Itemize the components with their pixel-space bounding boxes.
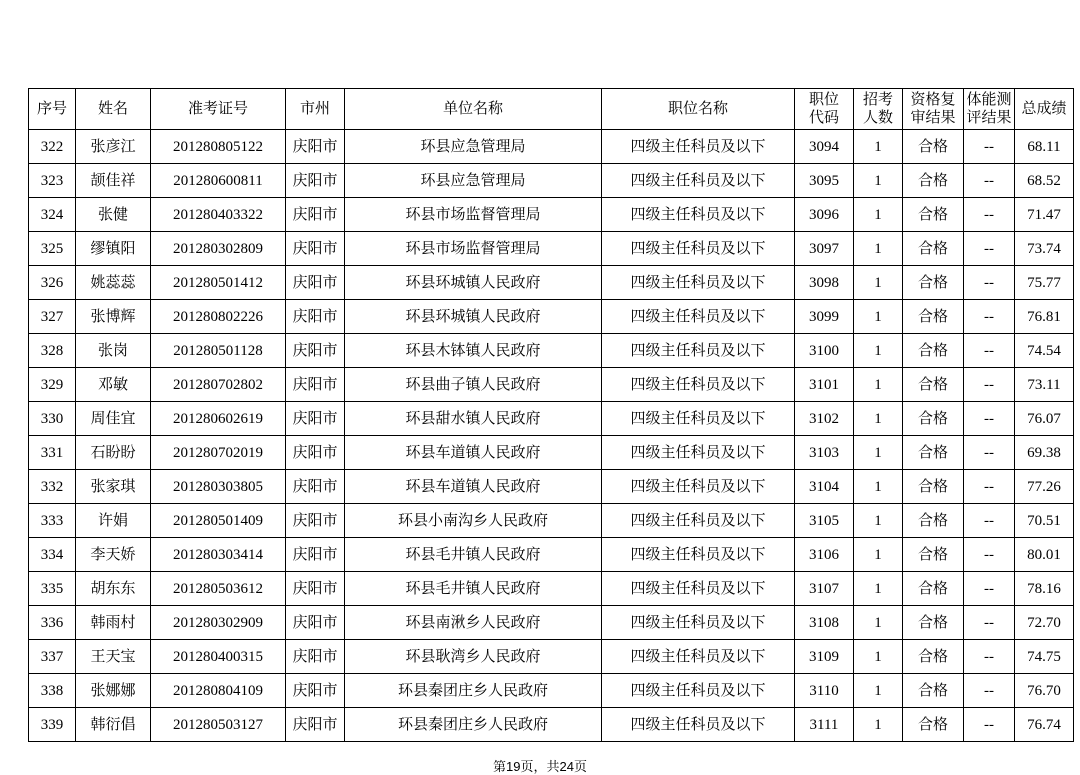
column-header-code [795, 89, 854, 130]
column-header-position [602, 89, 795, 130]
table-row [29, 470, 1074, 504]
cell-position: 四级主任科员及以下 [602, 368, 795, 402]
cell-score: 69.38 [1015, 436, 1074, 470]
cell-qualification: 合格 [903, 606, 964, 640]
table-row [29, 368, 1074, 402]
table-body [29, 130, 1074, 742]
cell-city: 庆阳市 [286, 538, 345, 572]
cell-name: 张娜娜 [76, 674, 151, 708]
cell-hire: 1 [854, 334, 903, 368]
header-line: 准考证号 [187, 101, 248, 117]
cell-qualification: 合格 [903, 572, 964, 606]
table-row [29, 708, 1074, 742]
cell-fitness: -- [964, 334, 1015, 368]
table-row [29, 334, 1074, 368]
cell-hire: 1 [854, 436, 903, 470]
cell-seq: 334 [29, 538, 76, 572]
cell-ticket: 201280403322 [151, 198, 286, 232]
table-row [29, 266, 1074, 300]
table-row [29, 300, 1074, 334]
cell-position: 四级主任科员及以下 [602, 674, 795, 708]
cell-seq: 337 [29, 640, 76, 674]
cell-qualification: 合格 [903, 232, 964, 266]
cell-name: 王天宝 [76, 640, 151, 674]
cell-ticket: 201280501409 [151, 504, 286, 538]
cell-name: 张健 [76, 198, 151, 232]
cell-qualification: 合格 [903, 402, 964, 436]
cell-position: 四级主任科员及以下 [602, 334, 795, 368]
column-header-city [286, 89, 345, 130]
cell-unit: 环县曲子镇人民政府 [345, 368, 602, 402]
cell-seq: 332 [29, 470, 76, 504]
cell-ticket: 201280501412 [151, 266, 286, 300]
cell-hire: 1 [854, 198, 903, 232]
cell-position: 四级主任科员及以下 [602, 300, 795, 334]
cell-unit: 环县秦团庄乡人民政府 [345, 708, 602, 742]
cell-score: 76.74 [1015, 708, 1074, 742]
cell-seq: 331 [29, 436, 76, 470]
cell-code: 3109 [795, 640, 854, 674]
cell-code: 3096 [795, 198, 854, 232]
cell-qualification: 合格 [903, 436, 964, 470]
cell-ticket: 201280503612 [151, 572, 286, 606]
cell-seq: 330 [29, 402, 76, 436]
cell-position: 四级主任科员及以下 [602, 640, 795, 674]
header-line: 单位名称 [442, 101, 503, 117]
column-header-qualification [903, 89, 964, 130]
cell-seq: 327 [29, 300, 76, 334]
cell-ticket: 201280303805 [151, 470, 286, 504]
cell-score: 74.75 [1015, 640, 1074, 674]
cell-fitness: -- [964, 606, 1015, 640]
cell-qualification: 合格 [903, 368, 964, 402]
cell-position: 四级主任科员及以下 [602, 470, 795, 504]
cell-ticket: 201280303414 [151, 538, 286, 572]
cell-fitness: -- [964, 674, 1015, 708]
cell-qualification: 合格 [903, 538, 964, 572]
cell-qualification: 合格 [903, 164, 964, 198]
cell-fitness: -- [964, 164, 1015, 198]
cell-fitness: -- [964, 368, 1015, 402]
header-line: 总成绩 [1021, 101, 1067, 117]
cell-seq: 333 [29, 504, 76, 538]
cell-code: 3105 [795, 504, 854, 538]
cell-fitness: -- [964, 708, 1015, 742]
cell-name: 姚蕊蕊 [76, 266, 151, 300]
cell-position: 四级主任科员及以下 [602, 436, 795, 470]
table-row [29, 674, 1074, 708]
cell-ticket: 201280805122 [151, 130, 286, 164]
header-line: 人数 [862, 110, 893, 126]
column-header-name [76, 89, 151, 130]
cell-fitness: -- [964, 232, 1015, 266]
cell-code: 3111 [795, 708, 854, 742]
cell-unit: 环县市场监督管理局 [345, 198, 602, 232]
cell-city: 庆阳市 [286, 130, 345, 164]
cell-name: 韩雨村 [76, 606, 151, 640]
page-footer: 第19页，共24页 [493, 759, 587, 774]
cell-score: 73.11 [1015, 368, 1074, 402]
cell-score: 72.70 [1015, 606, 1074, 640]
cell-name: 张彦江 [76, 130, 151, 164]
table-row [29, 436, 1074, 470]
cell-seq: 328 [29, 334, 76, 368]
cell-hire: 1 [854, 232, 903, 266]
cell-score: 74.54 [1015, 334, 1074, 368]
cell-unit: 环县车道镇人民政府 [345, 470, 602, 504]
cell-ticket: 201280702019 [151, 436, 286, 470]
cell-unit: 环县应急管理局 [345, 130, 602, 164]
cell-hire: 1 [854, 640, 903, 674]
cell-qualification: 合格 [903, 470, 964, 504]
cell-qualification: 合格 [903, 300, 964, 334]
cell-position: 四级主任科员及以下 [602, 232, 795, 266]
cell-qualification: 合格 [903, 504, 964, 538]
cell-seq: 323 [29, 164, 76, 198]
cell-fitness: -- [964, 198, 1015, 232]
cell-unit: 环县应急管理局 [345, 164, 602, 198]
cell-city: 庆阳市 [286, 300, 345, 334]
cell-position: 四级主任科员及以下 [602, 538, 795, 572]
cell-fitness: -- [964, 300, 1015, 334]
cell-fitness: -- [964, 504, 1015, 538]
cell-seq: 339 [29, 708, 76, 742]
cell-fitness: -- [964, 572, 1015, 606]
cell-hire: 1 [854, 402, 903, 436]
table-header [29, 89, 1074, 130]
table-row [29, 164, 1074, 198]
cell-ticket: 201280503127 [151, 708, 286, 742]
header-line: 审结果 [910, 110, 956, 126]
cell-qualification: 合格 [903, 334, 964, 368]
header-line: 市州 [299, 101, 330, 117]
cell-qualification: 合格 [903, 674, 964, 708]
cell-city: 庆阳市 [286, 504, 345, 538]
cell-name: 颉佳祥 [76, 164, 151, 198]
header-line: 资格复 [910, 92, 956, 108]
cell-name: 石盼盼 [76, 436, 151, 470]
cell-unit: 环县毛井镇人民政府 [345, 572, 602, 606]
cell-code: 3107 [795, 572, 854, 606]
cell-code: 3095 [795, 164, 854, 198]
column-header-hire [854, 89, 903, 130]
cell-name: 张博辉 [76, 300, 151, 334]
cell-hire: 1 [854, 368, 903, 402]
cell-city: 庆阳市 [286, 674, 345, 708]
cell-code: 3103 [795, 436, 854, 470]
cell-ticket: 201280602619 [151, 402, 286, 436]
cell-code: 3099 [795, 300, 854, 334]
table-row [29, 232, 1074, 266]
cell-city: 庆阳市 [286, 402, 345, 436]
cell-unit: 环县环城镇人民政府 [345, 300, 602, 334]
cell-ticket: 201280302909 [151, 606, 286, 640]
cell-code: 3102 [795, 402, 854, 436]
cell-score: 77.26 [1015, 470, 1074, 504]
cell-fitness: -- [964, 266, 1015, 300]
cell-name: 周佳宜 [76, 402, 151, 436]
cell-name: 胡东东 [76, 572, 151, 606]
cell-score: 71.47 [1015, 198, 1074, 232]
cell-seq: 325 [29, 232, 76, 266]
table-row [29, 402, 1074, 436]
cell-name: 张家琪 [76, 470, 151, 504]
table-row [29, 504, 1074, 538]
column-header-ticket [151, 89, 286, 130]
cell-score: 78.16 [1015, 572, 1074, 606]
cell-hire: 1 [854, 266, 903, 300]
cell-score: 70.51 [1015, 504, 1074, 538]
cell-unit: 环县耿湾乡人民政府 [345, 640, 602, 674]
cell-position: 四级主任科员及以下 [602, 198, 795, 232]
cell-city: 庆阳市 [286, 470, 345, 504]
column-header-seq [29, 89, 76, 130]
cell-city: 庆阳市 [286, 640, 345, 674]
cell-unit: 环县秦团庄乡人民政府 [345, 674, 602, 708]
cell-ticket: 201280804109 [151, 674, 286, 708]
cell-fitness: -- [964, 640, 1015, 674]
header-line: 体能测 [966, 92, 1012, 108]
header-line: 姓名 [97, 101, 128, 117]
cell-position: 四级主任科员及以下 [602, 708, 795, 742]
cell-position: 四级主任科员及以下 [602, 164, 795, 198]
cell-position: 四级主任科员及以下 [602, 130, 795, 164]
column-header-score [1015, 89, 1074, 130]
cell-code: 3098 [795, 266, 854, 300]
cell-code: 3101 [795, 368, 854, 402]
cell-fitness: -- [964, 436, 1015, 470]
table-row [29, 572, 1074, 606]
cell-name: 张岗 [76, 334, 151, 368]
table-row [29, 606, 1074, 640]
cell-position: 四级主任科员及以下 [602, 402, 795, 436]
table-row [29, 198, 1074, 232]
header-line: 序号 [36, 101, 67, 117]
cell-code: 3104 [795, 470, 854, 504]
cell-seq: 324 [29, 198, 76, 232]
cell-fitness: -- [964, 538, 1015, 572]
cell-seq: 336 [29, 606, 76, 640]
cell-qualification: 合格 [903, 198, 964, 232]
cell-city: 庆阳市 [286, 232, 345, 266]
cell-qualification: 合格 [903, 640, 964, 674]
table-row [29, 538, 1074, 572]
cell-ticket: 201280501128 [151, 334, 286, 368]
cell-name: 缪镇阳 [76, 232, 151, 266]
column-header-unit [345, 89, 602, 130]
column-header-fitness [964, 89, 1015, 130]
cell-position: 四级主任科员及以下 [602, 572, 795, 606]
candidate-results-table [28, 88, 1074, 742]
cell-code: 3110 [795, 674, 854, 708]
cell-city: 庆阳市 [286, 266, 345, 300]
cell-name: 韩衍倡 [76, 708, 151, 742]
cell-unit: 环县甜水镇人民政府 [345, 402, 602, 436]
cell-hire: 1 [854, 164, 903, 198]
cell-hire: 1 [854, 538, 903, 572]
cell-unit: 环县市场监督管理局 [345, 232, 602, 266]
cell-fitness: -- [964, 130, 1015, 164]
cell-name: 许娟 [76, 504, 151, 538]
cell-city: 庆阳市 [286, 708, 345, 742]
header-line: 评结果 [966, 110, 1012, 126]
cell-hire: 1 [854, 300, 903, 334]
cell-city: 庆阳市 [286, 572, 345, 606]
header-line: 代码 [808, 110, 839, 126]
cell-seq: 322 [29, 130, 76, 164]
cell-fitness: -- [964, 470, 1015, 504]
cell-unit: 环县木钵镇人民政府 [345, 334, 602, 368]
cell-qualification: 合格 [903, 708, 964, 742]
cell-hire: 1 [854, 708, 903, 742]
cell-score: 76.07 [1015, 402, 1074, 436]
cell-city: 庆阳市 [286, 334, 345, 368]
cell-code: 3094 [795, 130, 854, 164]
cell-ticket: 201280302809 [151, 232, 286, 266]
cell-seq: 329 [29, 368, 76, 402]
cell-score: 75.77 [1015, 266, 1074, 300]
cell-seq: 326 [29, 266, 76, 300]
cell-ticket: 201280400315 [151, 640, 286, 674]
cell-ticket: 201280600811 [151, 164, 286, 198]
table-header-row [29, 89, 1074, 130]
cell-code: 3097 [795, 232, 854, 266]
cell-score: 73.74 [1015, 232, 1074, 266]
cell-hire: 1 [854, 504, 903, 538]
cell-score: 68.52 [1015, 164, 1074, 198]
cell-score: 80.01 [1015, 538, 1074, 572]
cell-city: 庆阳市 [286, 606, 345, 640]
cell-name: 邓敏 [76, 368, 151, 402]
cell-position: 四级主任科员及以下 [602, 606, 795, 640]
cell-unit: 环县小南沟乡人民政府 [345, 504, 602, 538]
cell-unit: 环县南湫乡人民政府 [345, 606, 602, 640]
cell-code: 3100 [795, 334, 854, 368]
cell-ticket: 201280702802 [151, 368, 286, 402]
cell-seq: 338 [29, 674, 76, 708]
cell-code: 3108 [795, 606, 854, 640]
cell-unit: 环县毛井镇人民政府 [345, 538, 602, 572]
cell-unit: 环县环城镇人民政府 [345, 266, 602, 300]
cell-city: 庆阳市 [286, 368, 345, 402]
header-line: 职位 [808, 92, 839, 108]
cell-code: 3106 [795, 538, 854, 572]
cell-hire: 1 [854, 470, 903, 504]
cell-hire: 1 [854, 572, 903, 606]
cell-unit: 环县车道镇人民政府 [345, 436, 602, 470]
cell-seq: 335 [29, 572, 76, 606]
table-row [29, 640, 1074, 674]
header-line: 职位名称 [667, 101, 728, 117]
cell-position: 四级主任科员及以下 [602, 504, 795, 538]
cell-qualification: 合格 [903, 130, 964, 164]
cell-score: 76.70 [1015, 674, 1074, 708]
header-line: 招考 [862, 92, 893, 108]
cell-position: 四级主任科员及以下 [602, 266, 795, 300]
cell-city: 庆阳市 [286, 198, 345, 232]
cell-ticket: 201280802226 [151, 300, 286, 334]
cell-score: 68.11 [1015, 130, 1074, 164]
cell-score: 76.81 [1015, 300, 1074, 334]
cell-hire: 1 [854, 606, 903, 640]
cell-city: 庆阳市 [286, 436, 345, 470]
cell-name: 李天娇 [76, 538, 151, 572]
cell-fitness: -- [964, 402, 1015, 436]
cell-qualification: 合格 [903, 266, 964, 300]
table-row [29, 130, 1074, 164]
cell-hire: 1 [854, 674, 903, 708]
cell-city: 庆阳市 [286, 164, 345, 198]
cell-hire: 1 [854, 130, 903, 164]
